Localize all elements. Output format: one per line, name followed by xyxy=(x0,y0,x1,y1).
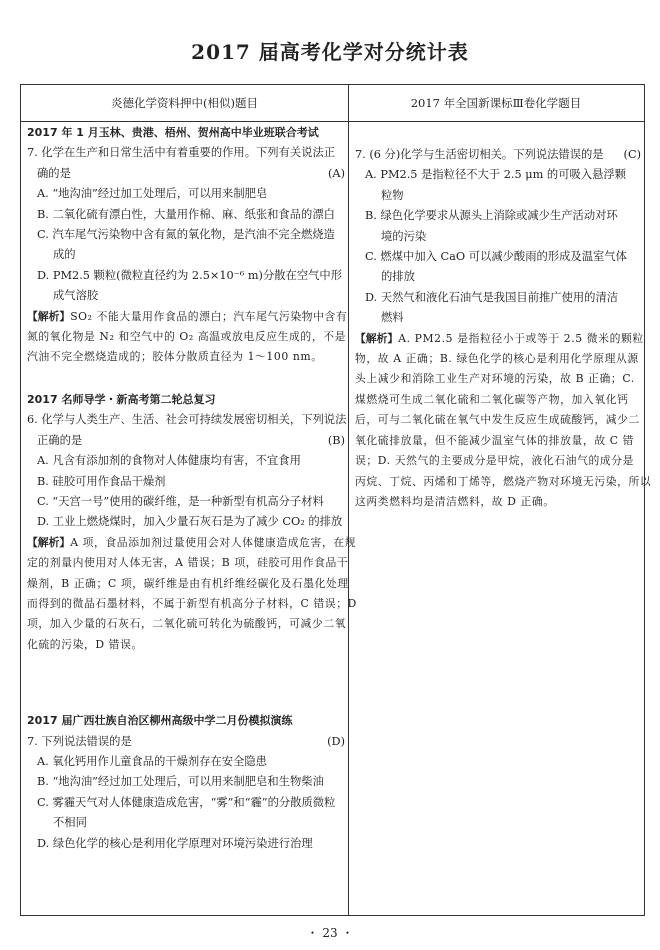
analysis-line xyxy=(355,369,641,389)
question-block xyxy=(27,123,348,368)
option-line: A. 凡含有添加剂的食物对人体健康均有害，不宜食用 xyxy=(37,454,301,468)
analysis-line xyxy=(27,553,349,573)
question-source: 2017 年 1 月玉林、贵港、梧州、贺州高中毕业班联合考试 xyxy=(27,126,319,139)
analysis-label: 【解析】 xyxy=(355,331,399,345)
answer-key: (D) xyxy=(327,734,345,748)
option-line: C. 雾霾天气对人体健康造成危害，“雾”和“霾”的分散质微粒 xyxy=(37,795,336,809)
page-number: ・ 23 ・ xyxy=(306,926,354,940)
column-divider xyxy=(348,121,349,915)
analysis-line xyxy=(27,327,345,347)
option-line: C. 汽车尾气污染物中含有氮的氧化物，是汽油不完全燃烧造 xyxy=(37,228,335,242)
analysis-text: 煤燃烧可生成二氧化硫和二氧化碳等产物，加入氧化钙 xyxy=(355,392,629,406)
option-line: A. PM2.5 是指粒径不大于 2.5 μm 的可吸入悬浮颗 xyxy=(365,168,627,182)
analysis-line xyxy=(355,329,644,349)
analysis-text: 这两类燃料均是清洁燃料，故 D 正确。 xyxy=(355,494,555,508)
option-line: A. “地沟油”经过加工处理后，可以用来制肥皂 xyxy=(37,187,268,201)
analysis-line xyxy=(355,451,641,471)
analysis-text: SO₂ 不能大量用作食品的漂白；汽车尾气污染物中含有 xyxy=(70,309,348,323)
analysis-text: 丙烷、丁烷、丙烯和丁烯等，燃烧产物对环境无污染，所以 xyxy=(355,474,652,488)
analysis-text: 项，加入少量的石灰石，二氧化硫可转化为硫酸钙，可减少二氧 xyxy=(27,617,347,631)
option-line: 燃料 xyxy=(381,311,404,325)
question-stem-line xyxy=(27,143,345,163)
analysis-text: A. PM2.5 是指粒径小于或等于 2.5 微米的颗粒 xyxy=(398,331,644,345)
option-line: C. “天宫一号”使用的碳纤维，是一种新型有机高分子材料 xyxy=(37,494,324,508)
stem-text: 7. 下列说法错误的是 xyxy=(27,734,132,748)
analysis-line xyxy=(355,390,641,410)
analysis-label: 【解析】 xyxy=(27,535,71,549)
analysis-text: 定的剂量内使用对人体无害，A 错误；B 项，硅胶可用作食品干 xyxy=(27,556,349,570)
analysis-text: 汽油不完全燃烧造成的；胶体分散质直径为 1～100 nm。 xyxy=(27,350,323,364)
analysis-text: 而得到的微晶石墨材料，不属于新型有机高分子材料，C 错误；D xyxy=(27,596,357,610)
right-column xyxy=(355,123,652,512)
analysis-line xyxy=(27,574,349,594)
stem-text: 7. (6 分)化学与生活密切相关。下列说法错误的是 xyxy=(355,148,604,161)
option-line: D. 天然气和液化石油气是我国目前推广使用的清洁 xyxy=(365,290,619,304)
analysis-line xyxy=(355,410,641,430)
header-right: 2017 年全国新课标Ⅲ卷化学题目 xyxy=(348,85,644,122)
question-source: 2017 届广西壮族自治区柳州高级中学二月份模拟演练 xyxy=(27,714,293,728)
analysis-text: 头上减少和消除工业生产对环境的污染，故 B 正确；C. xyxy=(355,372,635,386)
analysis-text: A 项，食品添加剂过量使用会对人体健康造成危害，在规 xyxy=(70,535,357,549)
option-line: B. 硅胶可用作食品干燥剂 xyxy=(37,474,166,488)
option-line: A. 氧化钙用作儿童食品的干燥剂存在安全隐患 xyxy=(37,754,267,768)
option-line: B. “地沟油”经过加工处理后，可以用来制肥皂和生物柴油 xyxy=(37,775,324,789)
question-stem-line xyxy=(27,732,345,752)
analysis-text: 化硫的污染，D 错误。 xyxy=(27,637,143,651)
question-stem-line xyxy=(27,164,345,184)
option-line: 的排放 xyxy=(381,270,415,284)
analysis-line xyxy=(355,492,641,512)
stem-text: 7. 化学在生产和日常生活中有着重要的作用。下列有关说法正 xyxy=(27,146,336,160)
option-line: B. 二氧化硫有漂白性，大量用作棉、麻、纸张和食品的漂白 xyxy=(37,207,335,221)
stem-text: 确的是 xyxy=(37,166,71,180)
left-column xyxy=(27,123,357,854)
spacer xyxy=(27,655,345,677)
question-source: 2017 名师导学・新高考第二轮总复习 xyxy=(27,392,216,406)
option-line: 粒物 xyxy=(381,188,404,202)
option-line: D. PM2.5 颗粒(微粒直径约为 2.5×10⁻⁶ m)分散在空气中形 xyxy=(37,268,343,282)
question-block xyxy=(27,390,357,655)
stem-text: 正确的是 xyxy=(37,433,83,447)
analysis-label: 【解析】 xyxy=(27,309,71,323)
spacer xyxy=(27,677,345,711)
analysis-line xyxy=(27,614,345,634)
answer-key: (B) xyxy=(327,433,345,447)
answer-key: (A) xyxy=(328,166,345,180)
analysis-line xyxy=(27,635,345,655)
option-line: D. 工业上燃烧煤时，加入少量石灰石是为了减少 CO₂ 的排放 xyxy=(37,515,343,529)
analysis-line xyxy=(27,533,357,553)
analysis-line xyxy=(355,349,641,369)
analysis-line xyxy=(27,347,345,367)
analysis-line xyxy=(355,431,641,451)
analysis-line xyxy=(27,594,357,614)
option-line: 不相同 xyxy=(53,816,87,830)
header-left: 炎德化学资料押中(相似)题目 xyxy=(21,85,349,122)
analysis-line xyxy=(355,472,652,492)
analysis-text: 氮的氧化物是 N₂ 和空气中的 O₂ 高温或放电反应生成的，不是 xyxy=(27,330,347,344)
option-line: D. 绿色化学的核心是利用化学原理对环境污染进行治理 xyxy=(37,836,313,850)
stem-text: 6. 化学与人类生产、生活、社会可持续发展密切相关，下列说法 xyxy=(27,413,347,427)
question-stem-line xyxy=(27,410,345,430)
answer-key: (C) xyxy=(623,148,641,161)
option-line: 成的 xyxy=(53,248,76,262)
option-line: C. 燃煤中加入 CaO 可以减少酸雨的形成及温室气体 xyxy=(365,250,627,264)
analysis-text: 燥剂，B 正确；C 项，碳纤维是由有机纤维经碳化及石墨化处理 xyxy=(27,576,349,590)
option-line: 成气溶胶 xyxy=(53,289,99,303)
analysis-text: 氧化硫排放量，但不能减少温室气体的排放量，故 C 错 xyxy=(355,433,635,447)
analysis-line xyxy=(27,307,348,327)
option-line: 境的污染 xyxy=(381,229,427,243)
analysis-text: 后，可与二氧化硫在氧气中发生反应生成硫酸钙，减少二 xyxy=(355,413,640,427)
question-stem-line xyxy=(27,431,345,451)
spacer xyxy=(27,368,345,390)
analysis-text: 误；D. 天然气的主要成分是甲烷，液化石油气的成分是 xyxy=(355,454,635,468)
analysis-text: 物，故 A 正确；B. 绿色化学的核心是利用化学原理从源 xyxy=(355,352,639,366)
option-line: B. 绿色化学要求从源头上消除或减少生产活动对环 xyxy=(365,209,618,223)
question-stem-line xyxy=(355,145,641,165)
comparison-table xyxy=(20,84,652,916)
spacer xyxy=(355,123,641,145)
page-title: 2017 届高考化学对分统计表 xyxy=(191,40,469,64)
question-block xyxy=(27,711,345,854)
